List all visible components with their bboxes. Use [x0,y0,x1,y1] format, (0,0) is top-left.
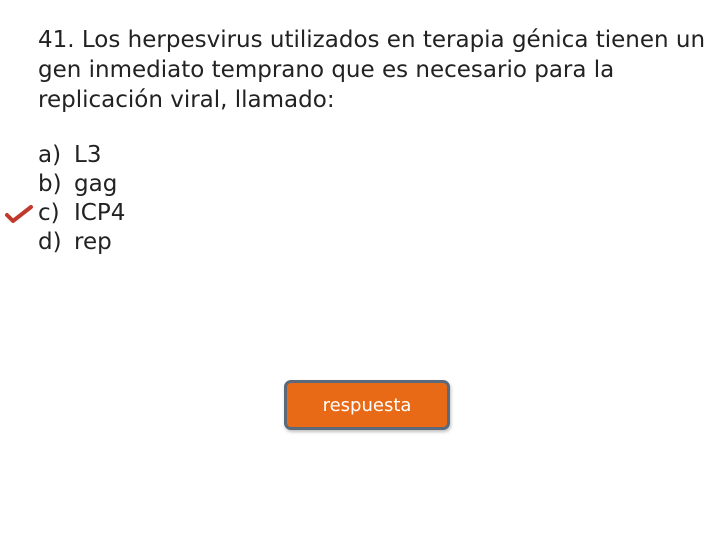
answer-options [38,141,125,257]
option-b [38,170,125,199]
check-icon [4,204,34,224]
answer-button[interactable]: respuesta [284,380,450,430]
option-text: L3 [74,142,102,168]
option-a [38,141,125,170]
option-text: ICP4 [74,200,126,226]
option-c [38,199,125,228]
option-letter: c) [38,200,60,226]
option-text: rep [74,229,112,255]
question-text: 41. Los herpesvirus utilizados en terapia génica tienen un gen inmediato temprano que es necesario para la replicación viral, llamado: [38,27,706,113]
option-letter: d) [38,229,62,255]
option-d [38,228,125,257]
option-letter: a) [38,142,62,168]
option-letter: b) [38,171,62,197]
option-text: gag [74,171,118,197]
